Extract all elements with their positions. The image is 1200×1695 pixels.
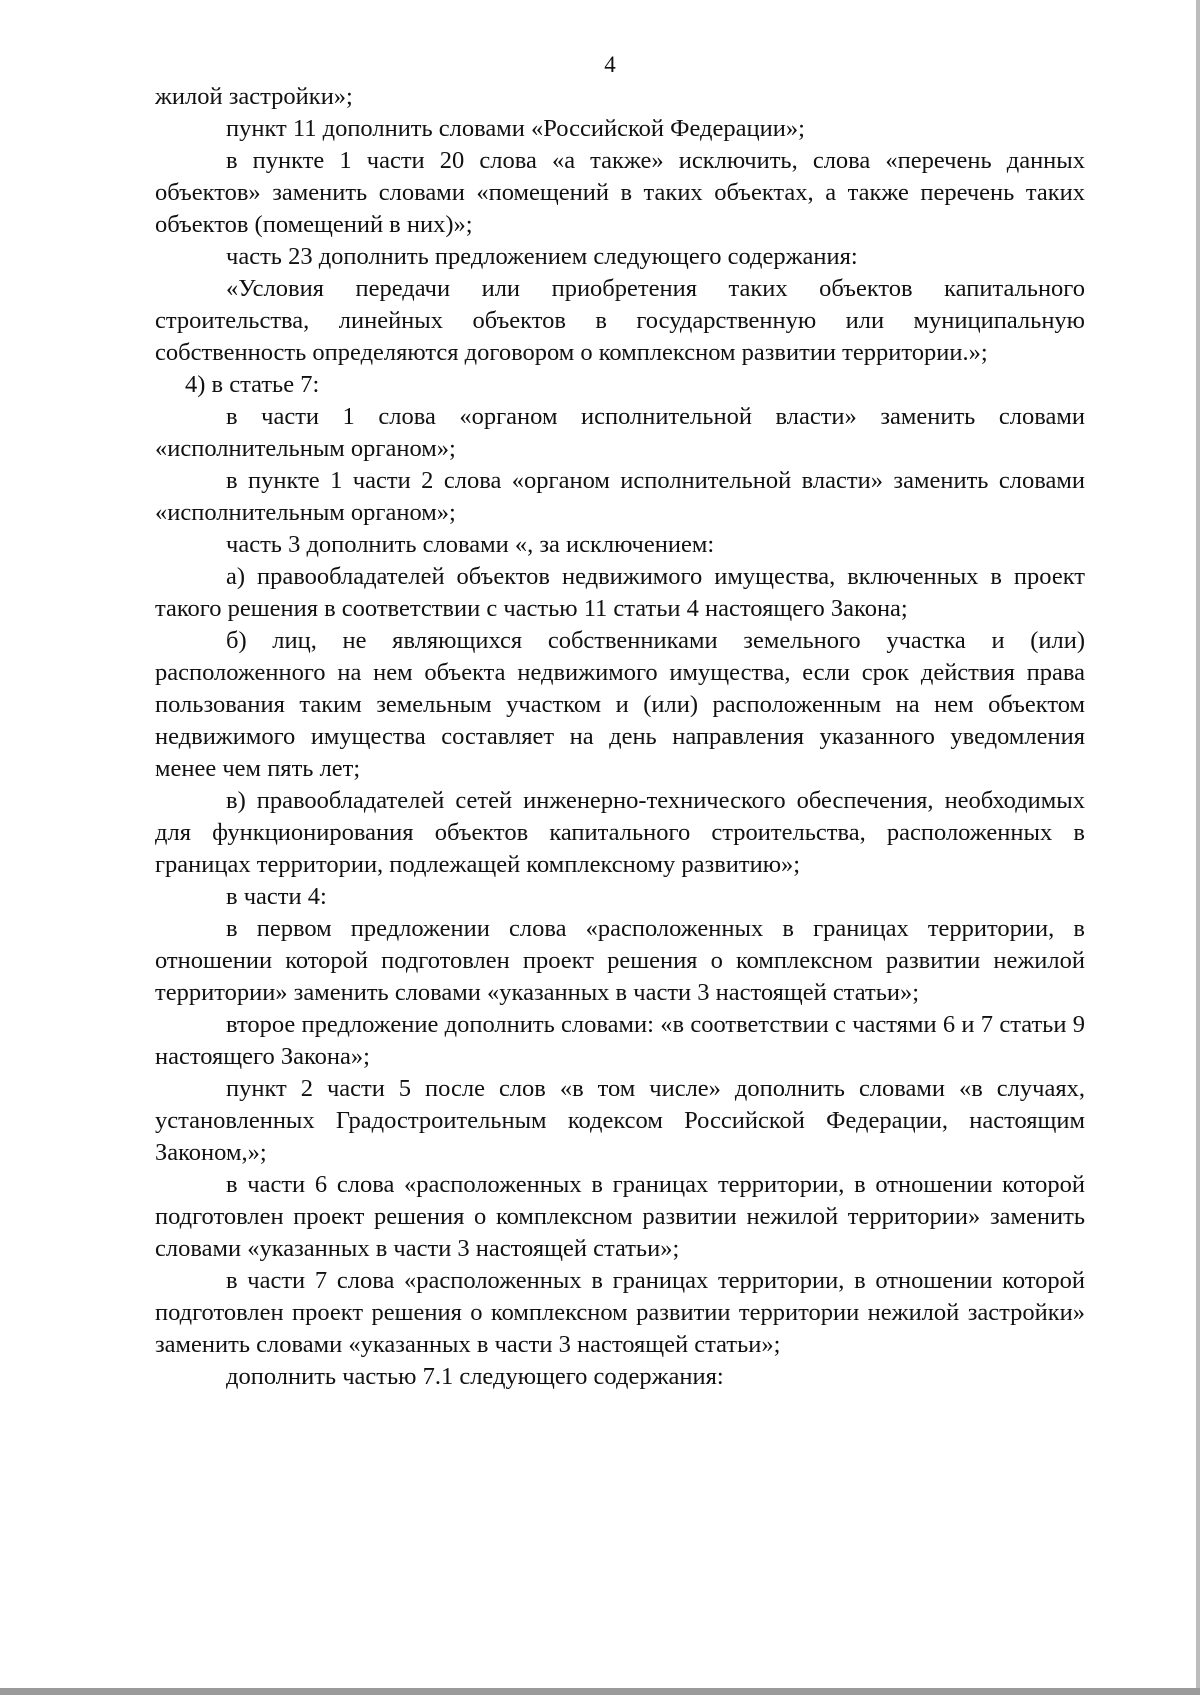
scan-edge-right bbox=[1196, 0, 1200, 1695]
paragraph-17: в части 6 слова «расположенных в границах территории, в отношении которой подготовлен проект решения о комплексном развитии нежилой территории» заменить словами «указанных в части 3 настоящей статьи»; bbox=[155, 1171, 1085, 1262]
paragraph-18: в части 7 слова «расположенных в границах территории, в отношении которой подготовлен проект решения о комплексном развитии территории нежилой застройки» заменить словами «указанных в части 3 настоящей статьи»; bbox=[155, 1267, 1085, 1358]
page-number: 4 bbox=[604, 52, 616, 77]
paragraph-14: в первом предложении слова «расположенных в границах территории, в отношении которой подготовлен проект решения о комплексном развитии нежилой территории» заменить словами «указанных в части 3 настоящей статьи»; bbox=[155, 915, 1085, 1006]
paragraph-19: дополнить частью 7.1 следующего содержания: bbox=[226, 1363, 724, 1390]
scan-edge-bottom bbox=[0, 1688, 1200, 1695]
paragraph-3: в пункте 1 части 20 слова «а также» исключить, слова «перечень данных объектов» заменить словами «помещений в таких объектах, а также перечень таких объектов (помещений в них)»; bbox=[155, 147, 1085, 238]
paragraph-1: жилой застройки»; bbox=[155, 83, 353, 110]
paragraph-4: часть 23 дополнить предложением следующего содержания: bbox=[226, 243, 858, 270]
paragraph-7: в части 1 слова «органом исполнительной власти» заменить словами «исполнительным органом»; bbox=[155, 403, 1085, 462]
paragraph-5: «Условия передачи или приобретения таких объектов капитального строительства, линейных объектов в государственную или муниципальную собственность определяются договором о комплексном развитии территории.»; bbox=[155, 275, 1085, 366]
document-body bbox=[155, 81, 1085, 1393]
paragraph-2: пункт 11 дополнить словами «Российской Федерации»; bbox=[226, 115, 805, 142]
paragraph-12: в) правообладателей сетей инженерно-технического обеспечения, необходимых для функционирования объектов капитального строительства, расположенных в границах территории, подлежащей комплексному развитию»; bbox=[155, 787, 1085, 878]
paragraph-10: а) правообладателей объектов недвижимого имущества, включенных в проект такого решения в соответствии с частью 11 статьи 4 настоящего Закона; bbox=[155, 563, 1085, 622]
paragraph-8: в пункте 1 части 2 слова «органом исполнительной власти» заменить словами «исполнительным органом»; bbox=[155, 467, 1085, 526]
paragraph-13: в части 4: bbox=[226, 883, 327, 910]
paragraph-9: часть 3 дополнить словами «, за исключением: bbox=[226, 531, 715, 558]
paragraph-15: второе предложение дополнить словами: «в соответствии с частями 6 и 7 статьи 9 настоящего Закона»; bbox=[155, 1011, 1085, 1070]
paragraph-16: пункт 2 части 5 после слов «в том числе» дополнить словами «в случаях, установленных Градостроительным кодексом Российской Федерации, настоящим Законом,»; bbox=[155, 1075, 1085, 1166]
paragraph-11: б) лиц, не являющихся собственниками земельного участка и (или) расположенного на нем объекта недвижимого имущества, если срок действия права пользования таким земельным участком и (или) расположенным на нем объектом недвижимого имущества составляет на день направления указанного уведомления менее чем пять лет; bbox=[155, 627, 1085, 782]
paragraph-6: 4) в статье 7: bbox=[185, 371, 320, 398]
